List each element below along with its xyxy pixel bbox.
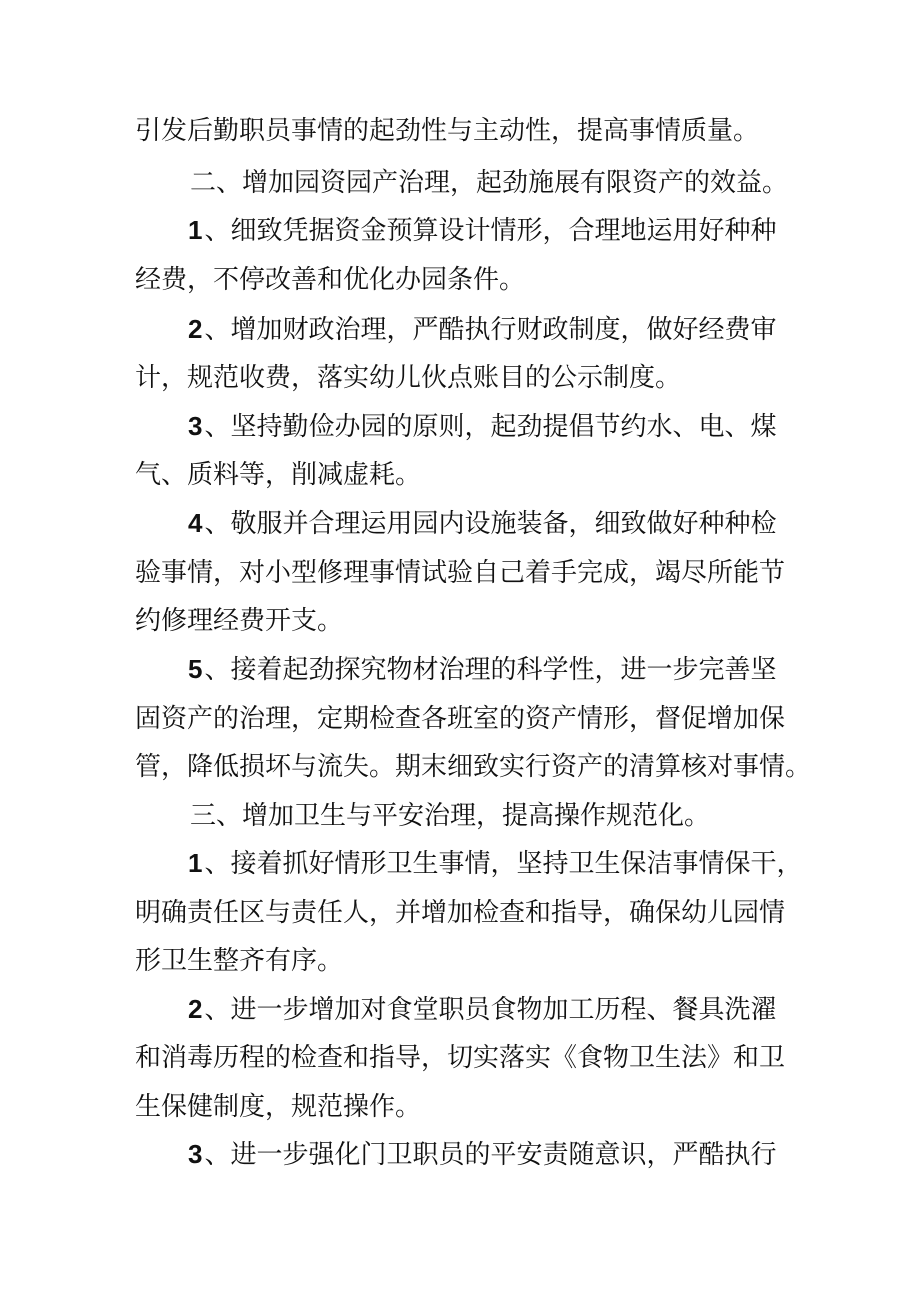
- text-line: [188, 847, 802, 880]
- item-number: 3: [188, 1139, 203, 1169]
- text-line: [133, 1041, 785, 1074]
- text-line: [133, 114, 759, 147]
- line-text: 约修理经费开支。: [135, 606, 344, 636]
- text-line: [188, 313, 776, 346]
- line-text: 和消毒历程的检查和指导，切实落实《食物卫生法》和卫: [135, 1043, 786, 1073]
- line-text: 验事情，对小型修理事情试验自己着手完成，竭尽所能节: [135, 558, 786, 588]
- line-text: 、坚持勤俭办园的原则，起劲提倡节约水、电、煤: [204, 412, 777, 442]
- text-line: [133, 1090, 421, 1123]
- text-line: [188, 214, 776, 247]
- text-line: [188, 653, 776, 686]
- text-line: [188, 410, 776, 443]
- line-text: 、增加财政治理，严酷执行财政制度，做好经费审: [204, 315, 777, 345]
- text-line: [133, 361, 681, 394]
- item-number: 2: [188, 314, 203, 344]
- line-text: 引发后勤职员事情的起劲性与主动性，提高事情质量。: [135, 116, 760, 146]
- item-number: 2: [188, 994, 203, 1024]
- text-line: [133, 556, 785, 589]
- item-number: 5: [188, 654, 203, 684]
- text-line: [133, 702, 785, 735]
- line-text: 经费，不停改善和优化办园条件。: [135, 265, 526, 295]
- text-line: [188, 799, 710, 832]
- line-text: 形卫生整齐有序。: [135, 946, 344, 976]
- text-line: [133, 944, 343, 977]
- line-text: 生保健制度，规范操作。: [135, 1092, 422, 1122]
- line-text: 、接着抓好情形卫生事情，坚持卫生保洁事情保干，: [204, 849, 803, 879]
- item-number: 4: [188, 508, 203, 538]
- item-number: 1: [188, 215, 203, 245]
- text-line: [188, 1138, 776, 1171]
- item-number: 1: [188, 848, 203, 878]
- text-line: [188, 993, 776, 1026]
- text-line: [133, 458, 421, 491]
- line-text: 、敬服并合理运用园内设施装备，细致做好种种检: [204, 509, 777, 539]
- line-text: 管，降低损坏与流失。期末细致实行资产的清算核对事情。: [135, 752, 812, 782]
- line-text: 三、增加卫生与平安治理，提高操作规范化。: [190, 801, 711, 831]
- line-text: 计，规范收费，落实幼儿伙点账目的公示制度。: [135, 363, 682, 393]
- text-line: [188, 507, 776, 540]
- line-text: 、进一步强化门卫职员的平安责随意识，严酷执行: [204, 1140, 777, 1170]
- line-text: 气、质料等，削减虚耗。: [135, 460, 422, 490]
- text-line: [133, 750, 811, 783]
- line-text: 明确责任区与责任人，并增加检查和指导，确保幼儿园情: [135, 898, 786, 928]
- text-line: [133, 263, 525, 296]
- line-text: 、进一步增加对食堂职员食物加工历程、餐具洗濯: [204, 995, 777, 1025]
- line-text: 二、增加园资园产治理，起劲施展有限资产的效益。: [190, 168, 789, 198]
- line-text: 、接着起劲探究物材治理的科学性，进一步完善坚: [204, 655, 777, 685]
- line-text: 、细致凭据资金预算设计情形，合理地运用好种种: [204, 216, 777, 246]
- text-line: [188, 166, 788, 199]
- text-line: [133, 604, 343, 637]
- line-text: 固资产的治理，定期检查各班室的资产情形，督促增加保: [135, 704, 786, 734]
- item-number: 3: [188, 411, 203, 441]
- text-line: [133, 896, 785, 929]
